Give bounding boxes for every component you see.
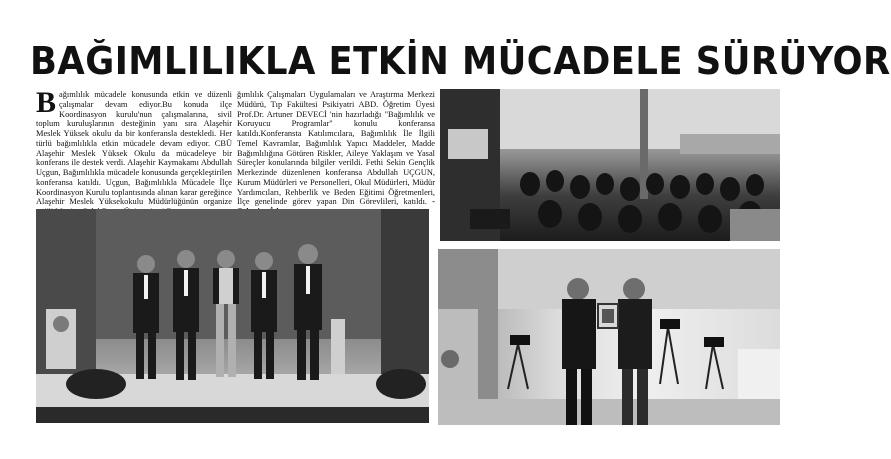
officials-on-stage-photo [36, 209, 429, 423]
plaque-presentation-photo [438, 249, 780, 425]
headline: BAĞIMLILIKLA ETKİN MÜCADELE SÜRÜYOR [30, 39, 891, 83]
group-illustration [36, 209, 429, 423]
article-text-1: ağımlılık mücadele konusunda etkin ve düzenli çalışmalar devam ediyor.Bu konuda ilçe Koordinasyon kurulu'nun çalışmalarına, sivil toplum kuruluşlarının desteğinin yanı sıra Alaşehir Meslek Yüksek okulu da bir konferansla destekledi. Her türlü bağımlılıkla etkin mücadele devam ediyor. CBÜ Alaşehir Meslek Yüksek Okulu da mücadeleye bir konferans ile destek verdi. Alaşehir Kaymakamı Abdullah Uçgun, Bağımlılıkla mücadele konusunda gerçekleştirilen konferansa katıldı. Uçgun, Bağımlılıkla Mücadele İlçe Koordinasyon Kurulu toplantısında alınan karar gereğince Alaşehir Meslek Yüksekokulu Müdürlüğünün organize [36, 90, 232, 207]
plaque-illustration [438, 249, 780, 425]
article-text-2: ğımlılık Çalışmaları Uygulamaları ve Araştırma Merkezi Müdürü, Tıp Fakültesi Psikiyatri ABD. Öğretim Üyesi Prof.Dr. Artuner DEVECİ 'nin hazırladığı "Bağımlılık ve Koruyucu Programlar" konulu konferansa katıldı.Konferansta Katılımcılara, Bağımlılık İle İlgili Temel Kavramlar, Bağımlılık Yapıcı Maddeler, Madde Bağımlılığına Götüren Riskler, Aileye Yaklaşım ve Yasal Süreçler konularında bilgiler verildi. Fethi Sekin Gençlik Merkezinde düzenlenen konferansa Abdullah UÇGUN, Kurum Müdürleri ve Personelleri, Okul Müdürleri, Müdür Yardımcıları, Rehberlik ve Beden Eğitimi Öğretmenleri, İlçe genelinde görev yapan Din Görevlileri, katıldı. [237, 90, 435, 207]
article-column-2 [237, 90, 435, 208]
article-column-1 [36, 86, 232, 208]
byline: - [432, 197, 435, 207]
drop-cap: B [36, 86, 57, 119]
audience-illustration [440, 89, 780, 241]
conference-audience-photo [440, 89, 780, 241]
